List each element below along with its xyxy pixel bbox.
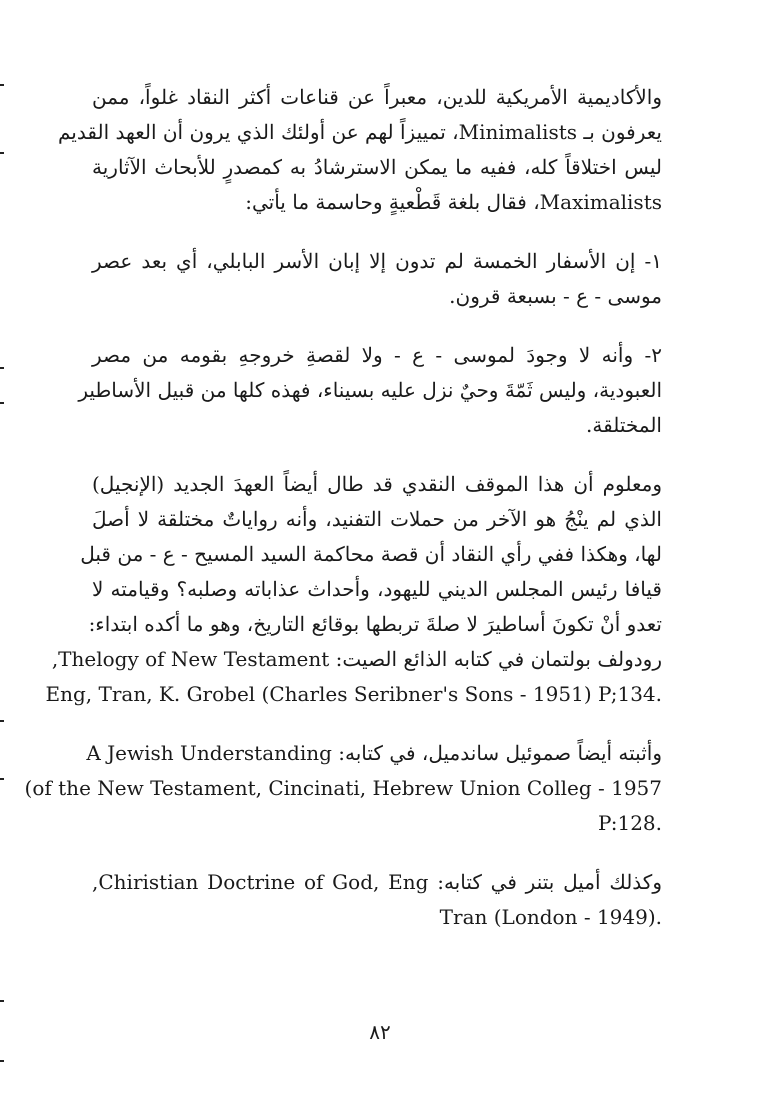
text-line: ٢- وأنه لا وجودَ لموسى - ع - ولا لقصةِ خروجهِ بقومه من مصر (92, 343, 662, 367)
paragraph-brunner (92, 865, 662, 935)
scan-edge-mark (0, 152, 4, 154)
text-line: .P:128 (597, 811, 662, 835)
page-body (24, 80, 662, 959)
text-line: قيافا رئيس المجلس الديني لليهود، وأحداث عذاباته وصلبه؟ وقيامته لا (92, 577, 662, 601)
paragraph-intro (58, 80, 662, 220)
scan-edge-mark (0, 720, 4, 722)
text-line: ليس اختلاقاً كله، ففيه ما يمكن الاسترشادُ به كمصدرٍ للأبحاث الآثارية (92, 155, 662, 179)
text-line: المختلقة. (586, 413, 662, 437)
text-line: يعرفون بـ Minimalists، تمييزاً لهم عن أولئك الذي يرون أن العهد القديم (58, 120, 662, 144)
scan-edge-mark (0, 1060, 4, 1062)
text-line: تعدو أنْ تكونَ أساطيرَ لا صلةَ تربطها بوقائع التاريخ، وهو ما أكده ابتداء: (88, 612, 662, 636)
text-line: .Eng, Tran, K. Grobel (Charles Seribner's Sons - 1951) P;134 (45, 682, 662, 706)
paragraph-point-1 (92, 244, 662, 314)
text-line: ١- إن الأسفار الخمسة لم تدون إلا إبان الأسر البابلي، أي بعد عصر (92, 249, 662, 273)
text-line: والأكاديمية الأمريكية للدين، معبراً عن قناعات أكثر النقاد غلواً، ممن (92, 85, 662, 109)
text-line: .Tran (London - 1949) (439, 905, 662, 929)
scan-edge-mark (0, 402, 4, 404)
paragraph-point-2 (78, 338, 662, 443)
text-line: Maximalists، فقال بلغة قَطْعيةٍ وحاسمة ما يأتي: (245, 190, 662, 214)
text-line: وكذلك أميل بتنر في كتابه: Chiristian Doctrine of God, Eng, (92, 870, 662, 894)
scan-edge-mark (0, 367, 4, 369)
paragraph-new-testament (45, 467, 662, 712)
text-line: موسى - ع - بسبعة قرون. (449, 284, 662, 308)
text-line: ومعلوم أن هذا الموقف النقدي قد طال أيضاً العهدَ الجديد (الإنجيل) (92, 472, 662, 496)
page-number: ٨٢ (369, 1020, 391, 1044)
text-line: لها، وهكذا ففي رأي النقاد أن قصة محاكمة السيد المسيح - ع - من قبل (80, 542, 662, 566)
text-line: وأثبته أيضاً صموئيل ساندميل، في كتابه: A Jewish Understanding (86, 741, 662, 765)
scan-edge-mark (0, 84, 4, 86)
text-line: العبودية، وليس ثَمّةَ وحيٌ نزل عليه بسيناء، فهذه كلها من قبيل الأساطير (78, 378, 662, 402)
scan-edge-mark (0, 778, 4, 780)
text-line: الذي لم ينْجُ هو الآخر من حملات التفنيد، وأنه رواياتٌ مختلقة لا أصلَ (92, 507, 662, 531)
text-line: رودولف بولتمان في كتابه الذائع الصيت: Thelogy of New Testament, (51, 647, 662, 671)
scan-edge-mark (0, 1000, 4, 1002)
paragraph-sandmel (24, 736, 662, 841)
text-line: of the New Testament, Cincinati, Hebrew Union Colleg - 1957) (24, 776, 662, 800)
